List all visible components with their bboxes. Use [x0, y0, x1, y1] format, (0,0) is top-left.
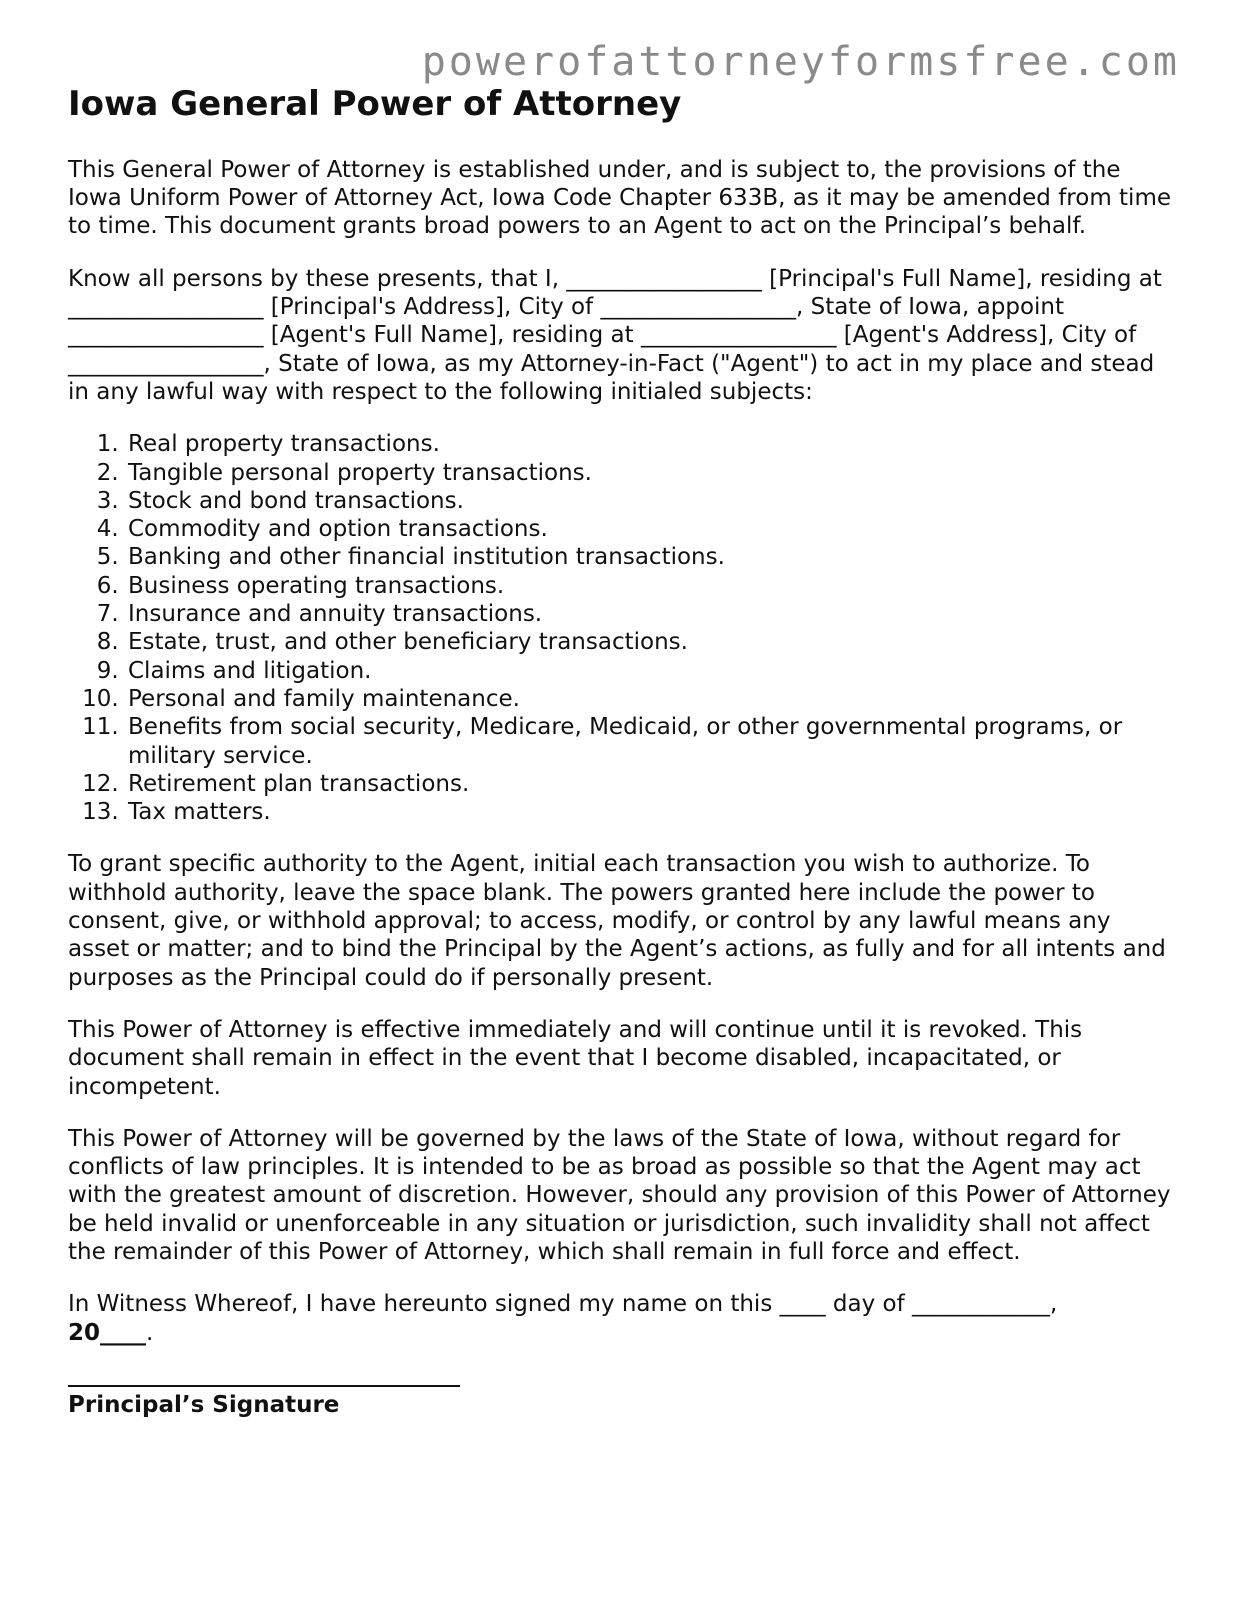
- witness-year-end: .: [146, 1319, 154, 1346]
- list-item: 2. Tangible personal property transactions.: [126, 459, 1178, 487]
- list-item: 13. Tax matters.: [126, 798, 1178, 826]
- signature-block: [68, 1385, 1178, 1419]
- subjects-list: [68, 430, 1178, 826]
- signature-label: Principal’s Signature: [68, 1391, 340, 1418]
- appointment-paragraph: Know all persons by these presents, that I, _________________ [Principal's Full Name], residing at _________________ [Principal's Address], City of _________________, State of Iowa, appoint _________________ [Agent's Full Name], residing at _________________ [Agent's Address], City of _________________, State of Iowa, as my Attorney-in-Fact ("Agent") to act in my place and stead in any lawful way with respect to the following initialed subjects:: [68, 265, 1162, 405]
- watermark: powerofattorneyformsfree.com: [421, 39, 1180, 85]
- witness-text: In Witness Whereof, I have hereunto signed my name on this ____ day of ____________,: [68, 1291, 1058, 1318]
- list-item: 1. Real property transactions.: [126, 430, 1178, 458]
- list-item: 3. Stock and bond transactions.: [126, 487, 1178, 515]
- list-item: 4. Commodity and option transactions.: [126, 515, 1178, 543]
- list-item: 12. Retirement plan transactions.: [126, 770, 1178, 798]
- document-title: Iowa General Power of Attorney: [68, 84, 682, 124]
- document: [68, 82, 1178, 1419]
- list-item: 5. Banking and other financial institution transactions.: [126, 543, 1178, 571]
- signature-line: [68, 1385, 460, 1387]
- intro-paragraph: This General Power of Attorney is established under, and is subject to, the provisions of the Iowa Uniform Power of Attorney Act, Iowa Code Chapter 633B, as it may be amended from time to time. This document grants broad powers to an Agent to act on the Principal’s behalf.: [68, 156, 1172, 240]
- list-item: 7. Insurance and annuity transactions.: [126, 600, 1178, 628]
- list-item: 8. Estate, trust, and other beneficiary transactions.: [126, 628, 1178, 656]
- authority-paragraph: To grant specific authority to the Agent, initial each transaction you wish to authorize. To withhold authority, leave the space blank. The powers granted here include the power to consent, give, or withhold approval; to access, modify, or control by any lawful means any asset or matter; and to bind the Principal by the Agent’s actions, as fully and for all intents and purposes as the Principal could do if personally present.: [68, 851, 1166, 991]
- list-item: 9. Claims and litigation.: [126, 657, 1178, 685]
- list-item: 10. Personal and family maintenance.: [126, 685, 1178, 713]
- witness-year: 20____: [68, 1319, 147, 1346]
- effective-paragraph: This Power of Attorney is effective immediately and will continue until it is revoked. This document shall remain in effect in the event that I become disabled, incapacitated, or incompetent.: [68, 1016, 1083, 1100]
- witness-paragraph: [68, 1290, 1178, 1347]
- list-item: 6. Business operating transactions.: [126, 572, 1178, 600]
- list-item: 11. Benefits from social security, Medicare, Medicaid, or other governmental programs, or military service.: [126, 713, 1178, 770]
- governing-law-paragraph: This Power of Attorney will be governed by the laws of the State of Iowa, without regard for conflicts of law principles. It is intended to be as broad as possible so that the Agent may act with the greatest amount of discretion. However, should any provision of this Power of Attorney be held invalid or unenforceable in any situation or jurisdiction, such invalidity shall not affect the remainder of this Power of Attorney, which shall remain in full force and effect.: [68, 1125, 1171, 1265]
